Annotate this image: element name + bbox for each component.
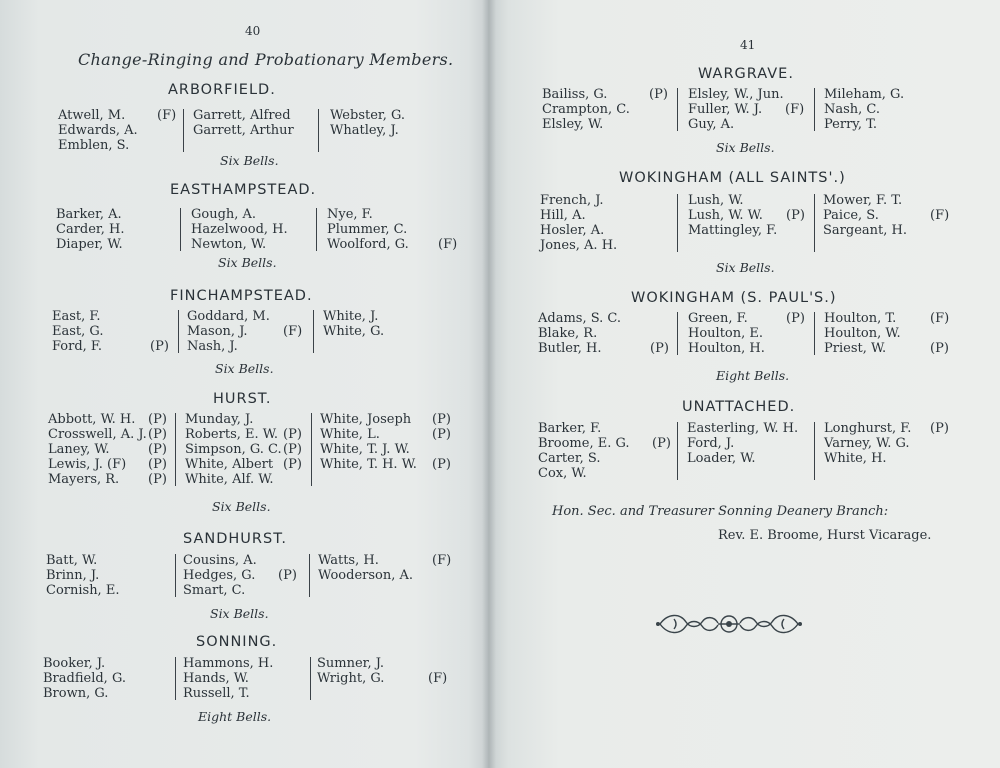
member-name: White, Albert <box>185 457 274 472</box>
member-name: Mattingley, F. <box>688 223 778 238</box>
member-column <box>185 412 302 487</box>
member-entry <box>183 686 273 701</box>
member-name: Adams, S. C. <box>538 311 622 326</box>
member-name: Hands, W. <box>183 671 249 686</box>
member-name: Hill, A. <box>540 208 586 223</box>
member-entry <box>318 568 413 583</box>
member-name: Watts, H. <box>318 553 379 568</box>
member-name: Roberts, E. W. <box>185 427 278 442</box>
member-entry <box>187 309 270 324</box>
member-entry <box>823 193 907 208</box>
member-name: East, F. <box>52 309 101 324</box>
page-number-left: 40 <box>245 24 261 38</box>
member-entry <box>540 238 617 253</box>
member-column <box>542 87 668 132</box>
member-name: White, T. J. W. <box>320 442 410 457</box>
member-entry <box>824 341 949 356</box>
member-entry <box>191 237 288 252</box>
member-column <box>687 421 798 466</box>
member-mark: (F) <box>438 237 458 252</box>
member-name: Simpson, G. C. <box>185 442 282 457</box>
member-name: Lush, W. W. <box>688 208 763 223</box>
member-entry <box>330 108 405 123</box>
section-title-wokingham-s-paul-s: WOKINGHAM (S. PAUL'S.) <box>631 290 837 306</box>
member-column <box>46 553 119 598</box>
column-divider <box>311 413 312 486</box>
member-name: Batt, W. <box>46 553 98 568</box>
member-name: Whatley, J. <box>330 123 399 138</box>
book-gutter <box>482 0 496 768</box>
column-divider <box>677 422 678 480</box>
member-mark: (P) <box>283 427 302 442</box>
member-name: Guy, A. <box>688 117 735 132</box>
member-entry <box>43 671 126 686</box>
member-entry <box>538 466 630 481</box>
member-mark: (P) <box>148 427 167 442</box>
member-entry <box>540 223 617 238</box>
member-entry <box>183 583 257 598</box>
member-entry <box>183 553 257 568</box>
member-name: Booker, J. <box>43 656 106 671</box>
left-page <box>0 0 488 768</box>
member-column <box>540 193 617 253</box>
member-name: Nye, F. <box>327 207 373 222</box>
member-name: Laney, W. <box>48 442 110 457</box>
member-entry <box>688 341 765 356</box>
member-name: Nash, J. <box>187 339 238 354</box>
member-column <box>183 553 297 598</box>
column-divider <box>175 554 176 597</box>
member-entry <box>320 412 451 427</box>
member-entry <box>327 207 409 222</box>
member-name: Garrett, Alfred <box>193 108 291 123</box>
member-mark: (P) <box>786 208 805 223</box>
member-entry <box>327 222 409 237</box>
member-entry <box>187 324 303 339</box>
member-mark: (P) <box>786 311 805 326</box>
member-entry <box>540 193 617 208</box>
member-mark: (F) <box>157 108 177 123</box>
member-name: Lewis, J. (F) <box>48 457 127 472</box>
member-column <box>327 207 458 252</box>
member-entry <box>185 457 302 472</box>
member-name: Russell, T. <box>183 686 250 701</box>
member-name: Nash, C. <box>824 102 881 117</box>
member-name: Gough, A. <box>191 207 257 222</box>
member-entry <box>191 222 288 237</box>
member-entry <box>688 223 777 238</box>
member-name: Goddard, M. <box>187 309 270 324</box>
member-name: Smart, C. <box>183 583 246 598</box>
member-name: Ford, F. <box>52 339 103 354</box>
member-name: Mason, J. <box>187 324 248 339</box>
member-name: Edwards, A. <box>58 123 138 138</box>
member-name: Newton, W. <box>191 237 267 252</box>
member-mark: (F) <box>930 311 950 326</box>
member-name: Houlton, T. <box>824 311 897 326</box>
member-name: Cousins, A. <box>183 553 257 568</box>
member-entry <box>46 568 119 583</box>
section-title-wokingham-all-saints: WOKINGHAM (ALL SAINTS'.) <box>619 170 846 186</box>
member-entry <box>824 117 904 132</box>
member-entry <box>687 436 798 451</box>
member-entry <box>185 427 302 442</box>
member-entry <box>323 324 384 339</box>
member-entry <box>52 309 103 324</box>
member-column <box>191 207 288 252</box>
member-entry <box>542 87 668 102</box>
member-name: White, J. <box>323 309 379 324</box>
member-name: Garrett, Arthur <box>193 123 294 138</box>
member-column <box>538 421 671 481</box>
member-name: Munday, J. <box>185 412 254 427</box>
member-mark: (F) <box>432 553 452 568</box>
member-name: Varney, W. G. <box>824 436 910 451</box>
page-heading: Change-Ringing and Probationary Members. <box>78 50 454 69</box>
member-entry <box>43 686 126 701</box>
member-column <box>688 193 805 238</box>
member-entry <box>824 102 904 117</box>
member-column <box>824 87 904 132</box>
member-name: Crampton, C. <box>542 102 630 117</box>
column-divider <box>318 109 319 152</box>
member-mark: (P) <box>148 472 167 487</box>
section-title-finchampstead: FINCHAMPSTEAD. <box>170 288 313 304</box>
section-title-sonning: SONNING. <box>196 634 278 650</box>
member-name: Elsley, W., Jun. <box>688 87 784 102</box>
member-mark: (P) <box>283 457 302 472</box>
right-page <box>488 0 1000 768</box>
member-name: Houlton, W. <box>824 326 901 341</box>
member-entry <box>687 451 798 466</box>
member-entry <box>43 656 126 671</box>
member-column <box>56 207 124 252</box>
member-name: White, T. H. W. <box>320 457 417 472</box>
member-name: Crosswell, A. J. <box>48 427 147 442</box>
member-entry <box>823 223 907 238</box>
member-entry <box>824 451 911 466</box>
member-entry <box>193 123 294 138</box>
member-name: White, Alf. W. <box>185 472 274 487</box>
member-mark: (P) <box>652 436 671 451</box>
section-title-easthampstead: EASTHAMPSTEAD. <box>170 182 317 198</box>
section-title-unattached: UNATTACHED. <box>682 399 796 415</box>
member-entry <box>688 102 805 117</box>
member-entry <box>824 326 901 341</box>
member-entry <box>320 427 451 442</box>
member-name: Fuller, W. J. <box>688 102 763 117</box>
member-mark: (P) <box>930 421 949 436</box>
member-name: Hosler, A. <box>540 223 605 238</box>
member-mark: (F) <box>785 102 805 117</box>
column-divider <box>814 422 815 480</box>
member-mark: (P) <box>432 457 451 472</box>
member-name: Ford, J. <box>687 436 735 451</box>
member-name: Bradfield, G. <box>43 671 127 686</box>
member-column <box>43 656 126 701</box>
member-name: Bailiss, G. <box>542 87 608 102</box>
page-number-right: 41 <box>740 38 756 52</box>
member-entry <box>538 421 630 436</box>
member-entry <box>538 341 669 356</box>
member-name: Broome, E. G. <box>538 436 630 451</box>
bells-count: Six Bells. <box>220 153 279 168</box>
section-title-hurst: HURST. <box>213 391 272 407</box>
member-name: Diaper, W. <box>56 237 123 252</box>
member-entry <box>688 326 765 341</box>
member-entry <box>824 87 904 102</box>
member-entry <box>823 208 950 223</box>
member-entry <box>542 117 630 132</box>
member-name: Brinn, J. <box>46 568 100 583</box>
member-entry <box>48 427 167 442</box>
member-entry <box>688 117 784 132</box>
member-name: Barker, F. <box>538 421 602 436</box>
column-divider <box>814 194 815 252</box>
bells-count: Eight Bells. <box>198 709 272 724</box>
member-name: Carter, S. <box>538 451 601 466</box>
member-entry <box>540 208 617 223</box>
member-entry <box>48 442 167 457</box>
member-mark: (P) <box>148 412 167 427</box>
member-name: Longhurst, F. <box>824 421 912 436</box>
member-name: Sumner, J. <box>317 656 385 671</box>
member-column <box>824 421 949 466</box>
member-name: Houlton, E. <box>688 326 764 341</box>
member-entry <box>185 442 302 457</box>
section-title-wargrave: WARGRAVE. <box>698 66 794 82</box>
member-name: Priest, W. <box>824 341 887 356</box>
member-name: Mileham, G. <box>824 87 905 102</box>
member-name: White, H. <box>824 451 887 466</box>
member-column <box>317 656 448 686</box>
member-mark: (P) <box>432 412 451 427</box>
member-entry <box>538 311 621 326</box>
column-divider <box>178 310 179 353</box>
member-entry <box>327 237 458 252</box>
member-name: Mayers, R. <box>48 472 120 487</box>
member-name: Carder, H. <box>56 222 125 237</box>
member-name: Butler, H. <box>538 341 602 356</box>
member-entry <box>58 108 177 123</box>
member-entry <box>48 412 167 427</box>
member-entry <box>185 412 282 427</box>
member-entry <box>56 222 124 237</box>
member-name: Abbott, W. H. <box>48 412 136 427</box>
member-entry <box>538 451 630 466</box>
member-entry <box>688 193 777 208</box>
bells-count: Six Bells. <box>716 140 775 155</box>
member-mark: (P) <box>930 341 949 356</box>
member-entry <box>687 421 798 436</box>
bells-count: Six Bells. <box>716 260 775 275</box>
member-entry <box>323 309 384 324</box>
member-name: White, Joseph <box>320 412 412 427</box>
member-entry <box>46 553 119 568</box>
member-name: Sargeant, H. <box>823 223 907 238</box>
member-mark: (P) <box>649 87 668 102</box>
member-name: Plummer, C. <box>327 222 408 237</box>
member-entry <box>52 324 103 339</box>
section-title-sandhurst: SANDHURST. <box>183 531 287 547</box>
member-entry <box>318 553 452 568</box>
member-name: Green, F. <box>688 311 748 326</box>
member-column <box>824 311 950 356</box>
member-entry <box>48 457 167 472</box>
member-entry <box>317 671 448 686</box>
member-name: Webster, G. <box>330 108 406 123</box>
member-column <box>193 108 294 138</box>
member-entry <box>46 583 119 598</box>
member-entry <box>58 138 138 153</box>
member-entry <box>191 207 288 222</box>
column-divider <box>814 88 815 131</box>
member-column <box>320 412 451 472</box>
member-column <box>538 311 669 356</box>
member-name: White, L. <box>320 427 380 442</box>
member-column <box>323 309 384 339</box>
member-name: Lush, W. <box>688 193 744 208</box>
column-divider <box>677 312 678 355</box>
member-column <box>58 108 177 153</box>
member-name: Perry, T. <box>824 117 878 132</box>
member-entry <box>193 108 294 123</box>
member-name: Wright, G. <box>317 671 385 686</box>
member-name: Emblen, S. <box>58 138 130 153</box>
member-entry <box>824 436 911 451</box>
member-name: Houlton, H. <box>688 341 765 356</box>
member-entry <box>320 442 417 457</box>
member-column <box>52 309 169 354</box>
member-column <box>318 553 452 583</box>
member-entry <box>48 472 167 487</box>
member-name: Wooderson, A. <box>318 568 414 583</box>
member-entry <box>56 237 124 252</box>
column-divider <box>183 109 184 152</box>
member-entry <box>183 671 273 686</box>
member-mark: (P) <box>650 341 669 356</box>
member-name: Mower, F. T. <box>823 193 903 208</box>
member-entry <box>538 436 671 451</box>
member-column <box>187 309 303 354</box>
column-divider <box>313 310 314 353</box>
member-name: Barker, A. <box>56 207 122 222</box>
member-entry <box>542 102 630 117</box>
member-entry <box>58 123 138 138</box>
member-name: Hazelwood, H. <box>191 222 288 237</box>
ornament-icon <box>654 610 804 638</box>
member-name: Loader, W. <box>687 451 756 466</box>
column-divider <box>316 208 317 251</box>
member-name: Brown, G. <box>43 686 109 701</box>
member-mark: (P) <box>148 442 167 457</box>
member-name: Woolford, G. <box>327 237 409 252</box>
member-entry <box>688 87 784 102</box>
member-name: Paice, S. <box>823 208 879 223</box>
member-entry <box>183 568 297 583</box>
column-divider <box>677 194 678 252</box>
column-divider <box>309 554 310 597</box>
column-divider <box>814 312 815 355</box>
member-name: Cornish, E. <box>46 583 120 598</box>
member-name: French, J. <box>540 193 604 208</box>
member-mark: (P) <box>148 457 167 472</box>
member-name: East, G. <box>52 324 104 339</box>
member-entry <box>330 123 405 138</box>
member-entry <box>824 421 949 436</box>
section-title-arborfield: ARBORFIELD. <box>168 82 276 98</box>
member-entry <box>688 311 805 326</box>
member-column <box>48 412 167 487</box>
bells-count: Eight Bells. <box>716 368 790 383</box>
member-name: Blake, R. <box>538 326 598 341</box>
member-column <box>688 311 805 356</box>
member-mark: (P) <box>278 568 297 583</box>
member-mark: (P) <box>432 427 451 442</box>
member-name: White, G. <box>323 324 385 339</box>
bells-count: Six Bells. <box>212 499 271 514</box>
member-name: Cox, W. <box>538 466 587 481</box>
column-divider <box>677 88 678 131</box>
member-name: Hedges, G. <box>183 568 256 583</box>
member-name: Elsley, W. <box>542 117 604 132</box>
column-divider <box>175 657 176 700</box>
member-mark: (P) <box>283 442 302 457</box>
bells-count: Six Bells. <box>218 255 277 270</box>
member-column <box>330 108 405 138</box>
column-divider <box>310 657 311 700</box>
member-mark: (F) <box>428 671 448 686</box>
member-entry <box>317 656 384 671</box>
member-entry <box>187 339 270 354</box>
footer-title: Hon. Sec. and Treasurer Sonning Deanery Branch: <box>552 504 889 519</box>
member-column <box>688 87 805 132</box>
member-entry <box>183 656 273 671</box>
member-entry <box>320 457 451 472</box>
member-name: Jones, A. H. <box>540 238 618 253</box>
member-entry <box>824 311 950 326</box>
column-divider <box>180 208 181 251</box>
bells-count: Six Bells. <box>210 606 269 621</box>
footer-name: Rev. E. Broome, Hurst Vicarage. <box>718 528 932 543</box>
member-entry <box>56 207 124 222</box>
member-name: Atwell, M. <box>58 108 126 123</box>
member-entry <box>52 339 169 354</box>
member-entry <box>688 208 805 223</box>
bells-count: Six Bells. <box>215 361 274 376</box>
column-divider <box>175 413 176 486</box>
member-column <box>183 656 273 701</box>
member-mark: (F) <box>930 208 950 223</box>
member-mark: (F) <box>283 324 303 339</box>
member-name: Hammons, H. <box>183 656 274 671</box>
member-name: Easterling, W. H. <box>687 421 799 436</box>
member-column <box>823 193 950 238</box>
member-entry <box>538 326 621 341</box>
member-entry <box>185 472 282 487</box>
member-mark: (P) <box>150 339 169 354</box>
